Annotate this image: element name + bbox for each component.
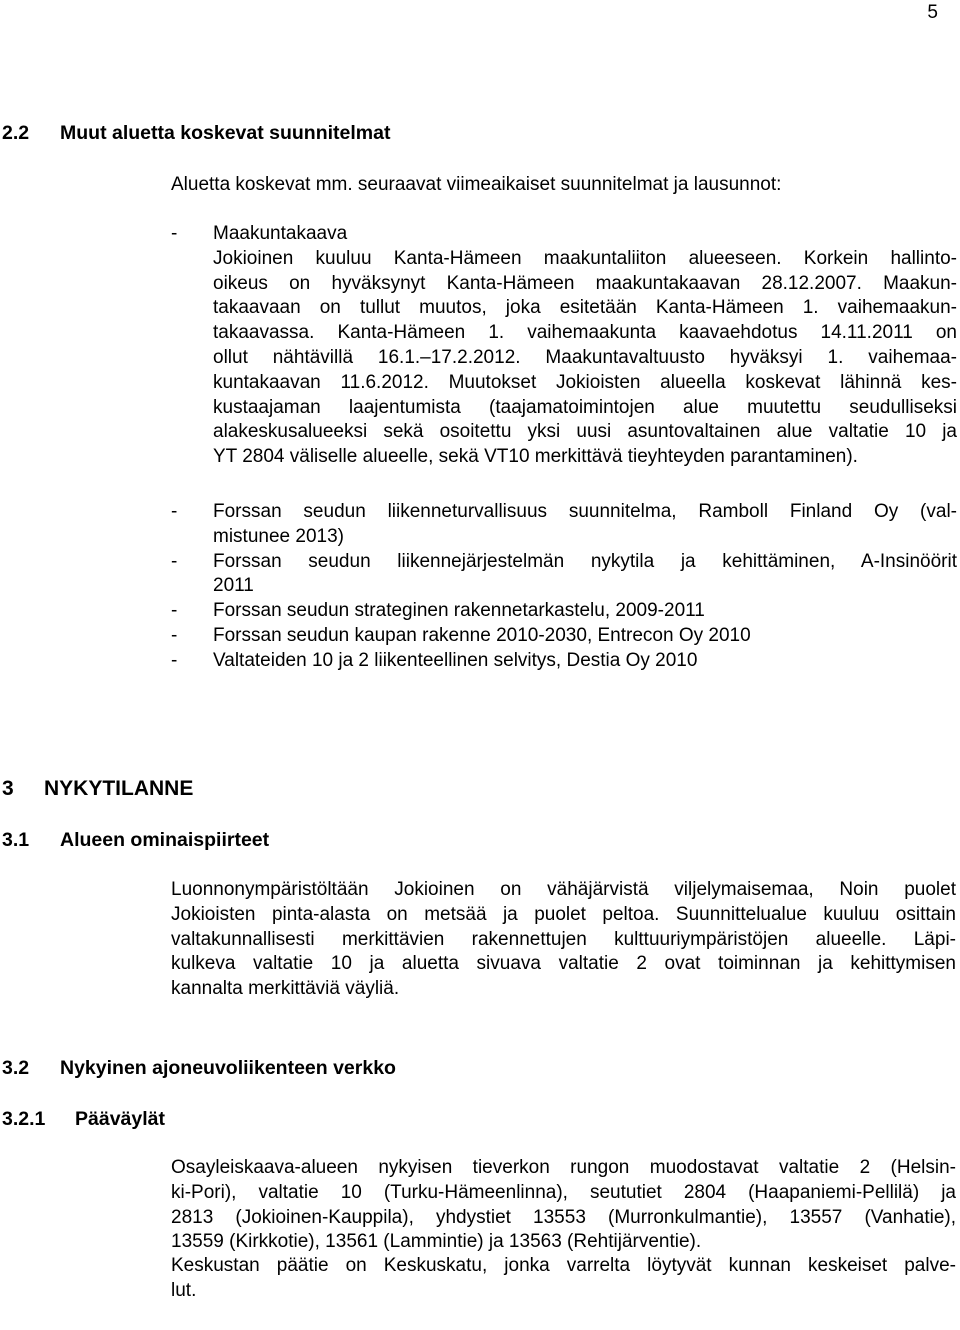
paragraph-line: Keskustan päätie on Keskuskatu, jonka varrelta löytyvät kunnan keskeiset palve- [171,1255,956,1276]
section-title: Alueen ominaispiirteet [60,829,270,851]
paragraph-line: ki-Pori), valtatie 10 (Turku-Hämeenlinna), seututiet 2804 (Haapaniemi-Pellilä) ja [171,1181,956,1203]
list-item [171,222,957,470]
list-item-line: Jokioinen kuuluu Kanta-Hämeen maakuntaliiton alueeseen. Korkein hallinto- [213,247,957,269]
paragraph-line: 2813 (Jokioinen-Kauppila), yhdystiet 13553 (Murronkulmantie), 13557 (Vanhatie), [171,1206,956,1228]
paragraph-line: Osayleiskaava-alueen nykyisen tieverkon rungon muodostavat valtatie 2 (Helsin- [171,1157,956,1178]
section-heading-3-1 [2,829,269,852]
page-number: 5 [927,2,938,23]
plan-list-maakuntakaava [171,222,957,470]
paragraph-line: 13559 (Kirkkotie), 13561 (Lammintie) ja 13563 (Rehtijärventie). [171,1231,702,1253]
list-dash: - [171,649,178,671]
section-number: 3.1 [2,829,30,851]
chapter-title: NYKYTILANNE [44,777,194,800]
list-item-line: Forssan seudun liikenneturvallisuus suunnitelma, Ramboll Finland Oy (val- [213,501,957,522]
list-item [171,599,957,624]
intro-text: Aluetta koskevat mm. seuraavat viimeaikaiset suunnitelmat ja lausunnot: [171,174,782,195]
list-dash: - [171,501,178,522]
plan-list-studies [171,500,957,674]
paragraph-line: Jokioisten pinta-alasta on metsää ja puolet peltoa. Suunnittelualue kuuluu osittain [171,903,956,925]
list-item-line: Valtateiden 10 ja 2 liikenteellinen selvitys, Destia Oy 2010 [213,649,698,671]
section-number: 3.2.1 [2,1108,46,1130]
list-item [171,624,957,649]
list-dash: - [171,550,178,572]
list-item-line: Forssan seudun kaupan rakenne 2010-2030, Entrecon Oy 2010 [213,624,751,646]
section-heading-3-2 [2,1057,396,1080]
list-item-line: 2011 [213,575,254,597]
list-item-line: YT 2804 väliselle alueelle, sekä VT10 merkittävä tieyhteyden parantaminen). [213,446,858,468]
list-item-line: takaavaan on tullut muutos, joka esitetään Kanta-Hämeen 1. vaihemaakun- [213,297,957,319]
list-item [171,649,957,674]
paragraph-line: Luonnonympäristöltään Jokioinen on vähäjärvistä viljelymaisemaa, Noin puolet [171,879,956,900]
list-item-line: alakeskusalueeksi sekä osoitettu yksi uusi asuntovaltainen alue valtatie 10 ja [213,421,957,443]
paragraph-line: lut. [171,1279,197,1301]
section-heading-3-2-1 [2,1108,165,1131]
section-number: 2.2 [2,122,30,144]
list-item-line: oikeus on hyväksynyt Kanta-Hämeen maakuntakaavan 28.12.2007. Maakun- [213,272,957,294]
paragraph-3-1 [171,878,956,1002]
list-item-line: kuntakaavan 11.6.2012. Muutokset Jokioisten alueella koskevat lähinnä kes- [213,371,957,393]
paragraph-3-2-1-a [171,1156,956,1255]
list-item-line: ollut nähtävillä 16.1.–17.2.2012. Maakuntavaltuusto hyväksyi 1. vaihemaa- [213,346,957,368]
paragraph-line: valtakunnallisesti merkittävien rakennettujen kulttuuriympäristöjen alueelle. Läpi- [171,928,956,950]
list-item [171,500,957,550]
paragraph-line: kannalta merkittäviä väyliä. [171,978,400,1000]
list-item-line: mistunee 2013) [213,525,344,547]
paragraph-3-2-1-b [171,1254,956,1304]
chapter-heading-3 [2,777,193,801]
section-title: Nykyinen ajoneuvoliikenteen verkko [60,1057,396,1079]
list-dash: - [171,600,178,622]
section-heading-2-2 [2,122,390,145]
list-item-line: Forssan seudun strateginen rakennetarkastelu, 2009-2011 [213,600,705,622]
list-item-line: takaavassa. Kanta-Hämeen 1. vaihemaakunta kaavaehdotus 14.11.2011 on [213,322,957,344]
list-item-title: Maakuntakaava [213,223,348,244]
list-item-line: kustaajaman laajentumista (taajamatoimintojen alue muutettu seudulliseksi [213,396,957,418]
paragraph-line: kulkeva valtatie 10 ja aluetta sivuava valtatie 2 ovat toiminnan ja kehittymisen [171,953,956,975]
section-number: 3.2 [2,1057,30,1079]
chapter-number: 3 [2,777,14,800]
list-item-line: Forssan seudun liikennejärjestelmän nykytila ja kehittäminen, A-Insinöörit [213,550,957,572]
list-item [171,550,957,600]
section-title: Pääväylät [75,1108,165,1130]
list-dash: - [171,223,178,244]
list-dash: - [171,624,178,646]
section-title: Muut aluetta koskevat suunnitelmat [60,122,391,144]
